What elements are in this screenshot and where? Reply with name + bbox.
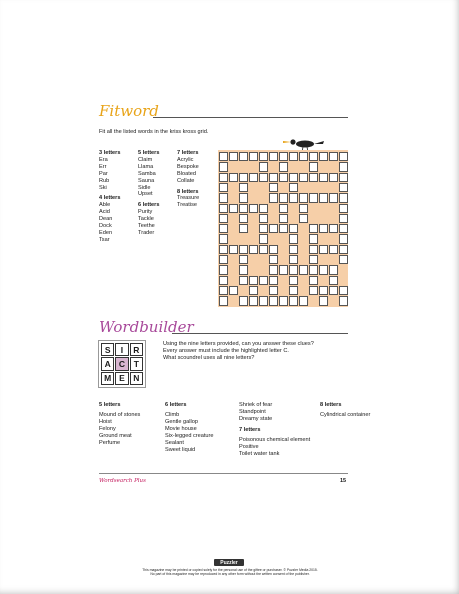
clue-group-heading: 5 letters <box>99 402 121 408</box>
clue-group-heading: 8 letters <box>320 402 342 408</box>
grid-cell[interactable] <box>329 173 338 182</box>
word-list-item: Rub <box>99 177 110 184</box>
grid-cell[interactable] <box>309 224 318 233</box>
clue-item: Cylindrical container <box>320 412 371 418</box>
grid-cell[interactable] <box>319 296 328 305</box>
grid-cell[interactable] <box>339 245 348 254</box>
grid-cell[interactable] <box>279 224 288 233</box>
wordbuilder-title-rule <box>172 333 348 334</box>
grid-cell[interactable] <box>259 204 268 213</box>
word-list-item: Ski <box>99 184 107 191</box>
grid-cell[interactable] <box>319 152 328 161</box>
grid-cell[interactable] <box>219 255 228 264</box>
clue-column-7-letters <box>239 402 310 458</box>
word-list-item: Err <box>99 163 107 170</box>
clue-column-8-letters <box>320 402 370 419</box>
grid-cell[interactable] <box>259 224 268 233</box>
clue-item: Six-legged creature <box>165 433 214 439</box>
word-list-item: Dean <box>99 216 113 223</box>
grid-cell[interactable] <box>319 173 328 182</box>
grid-cell[interactable] <box>249 296 258 305</box>
grid-cell[interactable] <box>249 245 258 254</box>
letter-cell: N <box>130 372 143 385</box>
word-list-item: Upset <box>138 191 153 198</box>
clue-item: Poisonous chemical element <box>239 437 311 443</box>
grid-cell[interactable] <box>269 224 278 233</box>
grid-cell[interactable] <box>339 173 348 182</box>
highlighted-letter-cell: C <box>115 357 128 370</box>
publisher-badge: Puzzler <box>214 559 244 566</box>
letter-cell: A <box>101 357 114 370</box>
word-group-heading: 7 letters <box>177 150 199 156</box>
grid-cell[interactable] <box>229 204 238 213</box>
letter-cell: R <box>130 343 143 356</box>
clue-item: Sealant <box>165 440 184 446</box>
grid-cell[interactable] <box>219 152 228 161</box>
clue-item: Gentle gallop <box>165 419 198 425</box>
fitword-word-column-2 <box>138 150 159 237</box>
grid-cell[interactable] <box>239 255 248 264</box>
grid-cell[interactable] <box>309 265 318 274</box>
grid-cell[interactable] <box>219 204 228 213</box>
grid-cell[interactable] <box>269 296 278 305</box>
grid-cell[interactable] <box>329 193 338 202</box>
grid-cell[interactable] <box>239 183 248 192</box>
grid-cell[interactable] <box>289 152 298 161</box>
letter-cell: S <box>101 343 114 356</box>
grid-cell[interactable] <box>239 214 248 223</box>
grid-cell[interactable] <box>299 193 308 202</box>
word-list-item: Able <box>99 202 111 209</box>
word-list-item: Bespoke <box>177 163 199 170</box>
word-group-heading: 5 letters <box>138 150 160 156</box>
grid-cell[interactable] <box>219 193 228 202</box>
grid-cell[interactable] <box>329 152 338 161</box>
grid-cell[interactable] <box>219 234 228 243</box>
clue-item: Positive <box>239 444 259 450</box>
grid-cell[interactable] <box>329 286 338 295</box>
wordbuilder-instructions <box>163 341 314 362</box>
clue-item: Ground meat <box>99 433 132 439</box>
grid-cell[interactable] <box>219 265 228 274</box>
grid-cell[interactable] <box>339 193 348 202</box>
grid-cell[interactable] <box>289 265 298 274</box>
grid-cell[interactable] <box>279 193 288 202</box>
grid-cell[interactable] <box>269 183 278 192</box>
grid-cell[interactable] <box>219 224 228 233</box>
grid-cell[interactable] <box>299 173 308 182</box>
grid-cell[interactable] <box>319 224 328 233</box>
word-list-item: Sauna <box>138 177 155 184</box>
grid-cell[interactable] <box>219 183 228 192</box>
wordbuilder-instruction-line-1: Using the nine letters provided, can you answer these clues? <box>163 341 314 347</box>
grid-cell[interactable] <box>249 152 258 161</box>
grid-cell[interactable] <box>219 162 228 171</box>
grid-cell[interactable] <box>229 173 238 182</box>
footer-rule <box>99 473 348 474</box>
grid-cell[interactable] <box>239 204 248 213</box>
grid-cell[interactable] <box>259 234 268 243</box>
clue-item: Mound of stones <box>99 412 141 418</box>
grid-cell[interactable] <box>339 224 348 233</box>
grid-cell[interactable] <box>299 296 308 305</box>
clue-column-6-letters <box>165 402 214 454</box>
letter-cell: E <box>115 372 128 385</box>
grid-cell[interactable] <box>289 173 298 182</box>
word-list-item: Acrylic <box>177 156 194 163</box>
grid-cell[interactable] <box>309 276 318 285</box>
grid-cell[interactable] <box>289 193 298 202</box>
grid-cell[interactable] <box>239 245 248 254</box>
grid-cell[interactable] <box>269 193 278 202</box>
grid-cell[interactable] <box>309 173 318 182</box>
grid-cell[interactable] <box>299 214 308 223</box>
grid-cell[interactable] <box>289 224 298 233</box>
word-list-item: Par <box>99 170 108 177</box>
word-list-item: Tsar <box>99 236 110 243</box>
grid-cell[interactable] <box>219 276 228 285</box>
grid-cell[interactable] <box>309 162 318 171</box>
grid-cell[interactable] <box>269 255 278 264</box>
clue-item: Climb <box>165 412 180 418</box>
legal-line-2: No part of this magazine may be reproduced in any other form without the written consent of the publisher. <box>150 572 310 576</box>
grid-cell[interactable] <box>219 173 228 182</box>
clue-column-5-letters <box>99 402 140 447</box>
word-list-item: Era <box>99 156 108 163</box>
grid-cell[interactable] <box>259 296 268 305</box>
grid-cell[interactable] <box>259 173 268 182</box>
word-list-item: Llama <box>138 163 154 170</box>
grid-cell[interactable] <box>319 245 328 254</box>
fitword-instructions: Fit all the listed words in the kriss kross grid. <box>99 129 209 135</box>
grid-cell[interactable] <box>229 152 238 161</box>
grid-cell[interactable] <box>269 173 278 182</box>
grid-cell[interactable] <box>309 152 318 161</box>
grid-cell[interactable] <box>229 286 238 295</box>
grid-cell[interactable] <box>279 265 288 274</box>
word-list-item: Eden <box>99 229 113 236</box>
grid-cell[interactable] <box>329 224 338 233</box>
footer-brand: Wordsearch Plus <box>99 478 146 484</box>
grid-cell[interactable] <box>279 204 288 213</box>
wordbuilder-title: Wordbuilder <box>99 318 194 336</box>
word-list-item: Trader <box>138 229 155 236</box>
letter-cell: M <box>101 372 114 385</box>
word-list-item: Bloated <box>177 170 196 177</box>
grid-cell[interactable] <box>289 286 298 295</box>
grid-cell[interactable] <box>269 245 278 254</box>
grid-cell[interactable] <box>319 265 328 274</box>
grid-cell[interactable] <box>309 193 318 202</box>
grid-cell[interactable] <box>299 152 308 161</box>
grid-cell[interactable] <box>249 173 258 182</box>
grid-cell[interactable] <box>289 234 298 243</box>
clue-group-heading: 7 letters <box>239 427 261 433</box>
grid-cell[interactable] <box>259 214 268 223</box>
grid-cell[interactable] <box>239 296 248 305</box>
letter-cell: T <box>130 357 143 370</box>
grid-cell[interactable] <box>289 245 298 254</box>
grid-cell[interactable] <box>259 276 268 285</box>
fitword-grid <box>218 150 348 307</box>
word-group-heading: 4 letters <box>99 195 121 202</box>
grid-cell[interactable] <box>339 152 348 161</box>
word-list-item: Claim <box>138 156 153 163</box>
letter-grid <box>98 340 146 388</box>
word-list-item: Treatise <box>177 202 197 209</box>
legal-line-1: This magazine may be printed or copied solely for the personal use of the giftee or purchaser. © Puzzler Media 2015. <box>142 568 318 572</box>
grid-cell[interactable] <box>249 204 258 213</box>
word-list-item: Treasure <box>177 195 200 202</box>
word-list-item: Teethe <box>138 223 155 230</box>
grid-cell[interactable] <box>219 245 228 254</box>
grid-cell[interactable] <box>339 162 348 171</box>
word-list-item: Purity <box>138 209 153 216</box>
grid-cell[interactable] <box>289 255 298 264</box>
grid-cell[interactable] <box>339 214 348 223</box>
wordbuilder-instruction-line-2: Every answer must include the highlighted letter C. <box>163 348 289 354</box>
grid-cell[interactable] <box>339 183 348 192</box>
grid-cell[interactable] <box>259 245 268 254</box>
letter-cell: I <box>115 343 128 356</box>
grid-cell[interactable] <box>279 152 288 161</box>
page-number: 15 <box>340 478 347 484</box>
word-group-heading: 8 letters <box>177 188 199 195</box>
word-list-item: Tackle <box>138 216 154 223</box>
grid-cell[interactable] <box>229 245 238 254</box>
clue-item: Movie house <box>165 426 197 432</box>
grid-cell[interactable] <box>289 183 298 192</box>
clue-item: Perfume <box>99 440 121 446</box>
grid-cell[interactable] <box>289 276 298 285</box>
word-group-heading: 3 letters <box>99 150 121 156</box>
grid-cell[interactable] <box>339 204 348 213</box>
grid-cell[interactable] <box>319 286 328 295</box>
grid-cell[interactable] <box>269 152 278 161</box>
grid-cell[interactable] <box>309 234 318 243</box>
grid-cell[interactable] <box>339 296 348 305</box>
grid-cell[interactable] <box>329 245 338 254</box>
word-list-item: Samba <box>138 170 156 177</box>
clue-item: Standpoint <box>239 409 266 415</box>
fitword-title-rule <box>153 117 348 118</box>
grid-cell[interactable] <box>309 286 318 295</box>
clue-item: Toilet water tank <box>239 451 280 457</box>
word-list-item: Collate <box>177 177 195 184</box>
grid-cell[interactable] <box>279 214 288 223</box>
grid-cell[interactable] <box>309 245 318 254</box>
fitword-title: Fitword <box>99 102 159 120</box>
word-list-item: Sidle <box>138 184 151 191</box>
clue-group-heading: 6 letters <box>165 402 187 408</box>
grid-cell[interactable] <box>289 296 298 305</box>
grid-cell[interactable] <box>339 286 348 295</box>
grid-cell[interactable] <box>319 193 328 202</box>
grid-cell[interactable] <box>239 276 248 285</box>
grid-cell[interactable] <box>239 193 248 202</box>
grid-cell[interactable] <box>269 265 278 274</box>
clue-item: Dreamy state <box>239 416 273 422</box>
word-list-item: Dock <box>99 223 112 230</box>
grid-cell[interactable] <box>279 162 288 171</box>
grid-cell[interactable] <box>219 286 228 295</box>
grid-cell[interactable] <box>239 173 248 182</box>
grid-cell[interactable] <box>269 276 278 285</box>
word-list-item: Acid <box>99 209 110 216</box>
grid-cell[interactable] <box>259 152 268 161</box>
grid-cell[interactable] <box>339 234 348 243</box>
word-group-heading: 6 letters <box>138 202 160 209</box>
clue-item: Shriek of fear <box>239 402 273 408</box>
wordbuilder-instruction-line-3: What scoundrel uses all nine letters? <box>163 355 255 361</box>
grid-cell[interactable] <box>249 276 258 285</box>
grid-cell[interactable] <box>329 276 338 285</box>
clue-item: Sweet liquid <box>165 447 196 453</box>
grid-cell[interactable] <box>299 204 308 213</box>
fitword-word-column-1 <box>99 150 120 244</box>
grid-cell[interactable] <box>219 296 228 305</box>
grid-cell[interactable] <box>239 224 248 233</box>
grid-cell[interactable] <box>219 214 228 223</box>
grid-cell[interactable] <box>279 296 288 305</box>
grid-cell[interactable] <box>239 265 248 274</box>
grid-cell[interactable] <box>329 265 338 274</box>
grid-cell[interactable] <box>299 265 308 274</box>
clue-item: Hoist <box>99 419 112 425</box>
grid-cell[interactable] <box>249 286 258 295</box>
fitword-word-column-3 <box>177 150 199 209</box>
grid-cell[interactable] <box>309 255 318 264</box>
clue-item: Felony <box>99 426 116 432</box>
grid-cell[interactable] <box>259 162 268 171</box>
grid-cell[interactable] <box>279 173 288 182</box>
grid-cell[interactable] <box>339 255 348 264</box>
grid-cell[interactable] <box>239 152 248 161</box>
grid-cell[interactable] <box>269 286 278 295</box>
